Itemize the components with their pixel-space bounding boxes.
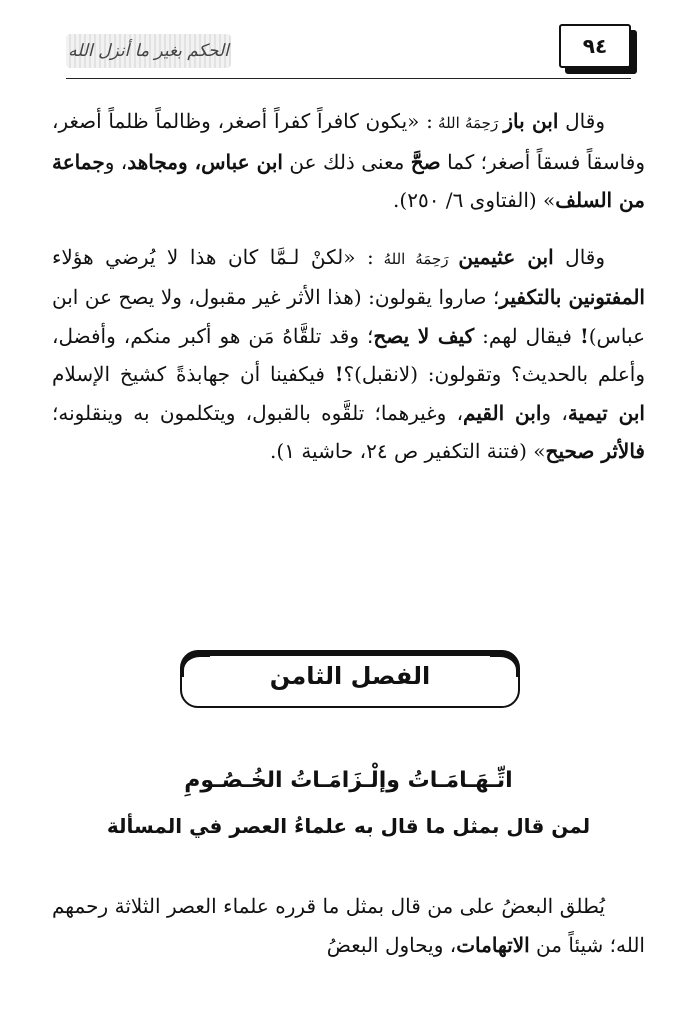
page-body [52,102,645,471]
bold-term: ! [579,323,589,348]
text-run: وقال [558,109,605,133]
page-number: ٩٤ [582,34,608,58]
text-run: وقال [553,244,606,269]
text-run: ، و [541,400,568,425]
text-run: ، و [104,149,128,174]
text-run: ؛ صاروا يقولون: (هذا الأثر غير مقبول، ولا يصح عن ابن عباس) [52,285,645,348]
bold-term: ابن عباس، ومجاهد [127,149,283,174]
book-title: الحكم بغير ما أنزل الله [68,41,229,61]
section-subtitle: لمن قال بمثل ما قال به علماءُ العصر في المسألة [106,814,591,838]
bold-term: ابن القيم [463,400,542,425]
chapter-title: الفصل الثامن [269,662,431,690]
paragraph-accusations [52,887,645,964]
text-run: » (الفتاوى ٦/ ٢٥٠). [393,188,556,212]
bold-term: ابن تيمية [567,400,645,425]
paragraph-ibn-uthaymin [52,238,645,471]
text-run: ، ويحاول البعضُ [326,932,457,957]
text-run: فيكفينا أن جهابذةً كشيخ الإسلام [52,362,335,386]
bold-term: فالأثر صحيح [545,439,645,463]
page-header [66,16,631,79]
text-run: » (فتنة التكفير ص ٢٤، حاشية ١). [270,439,546,463]
page-body-continued [52,887,645,964]
bold-term: كيف لا يصح [373,323,475,348]
page-number-box [559,24,631,68]
bold-term: المفتونين بالتكفير [499,285,645,309]
paragraph-ibn-baz [52,102,645,220]
bold-term: صحَّ [410,149,441,174]
text-run: فيقال لهم: [474,323,580,348]
book-title-ornament [66,34,231,68]
text-run: يُطلق البعضُ على من قال بمثل ما قرره علماء العصر الثلاثة رحمهم الله؛ شيئاً من [52,894,645,957]
chapter-heading-frame [180,650,520,708]
bold-term: ! [334,362,344,386]
text-run: ؛ وقد تلقَّاهُ مَن هو أكبر منكم، وأفضل، وأعلم بالحديث؟ وتقولون: (لانقبل)؟ [52,323,645,386]
text-run: معنى ذلك عن [282,149,411,174]
bold-term: الاتهامات [456,932,530,957]
bold-term: جماعة من السلف [52,149,645,212]
scholar-name: ابن باز [503,109,559,133]
honorific: رَحِمَهُ اللهُ [432,114,504,132]
scholar-name: ابن عثيمين [458,244,554,269]
text-run: : «لكنْ لـمَّا كان هذا لا يُرضي هؤلاء [52,244,374,269]
text-run: : «يكون كافراً كفراً أصغر، وظالماً ظلماً أصغر، وفاسقاً فسقاً أصغر؛ كما [52,109,645,174]
honorific: رَحِمَهُ اللهُ [373,249,459,268]
section-title: اتِّـهَـامَـاتُ وإلْـزَامَـاتُ الخُـصُـومِ [184,768,513,793]
text-run: ، وغيرهما؛ تلقَّوه بالقبول، ويتكلمون به وينقلونه؛ [52,400,464,425]
